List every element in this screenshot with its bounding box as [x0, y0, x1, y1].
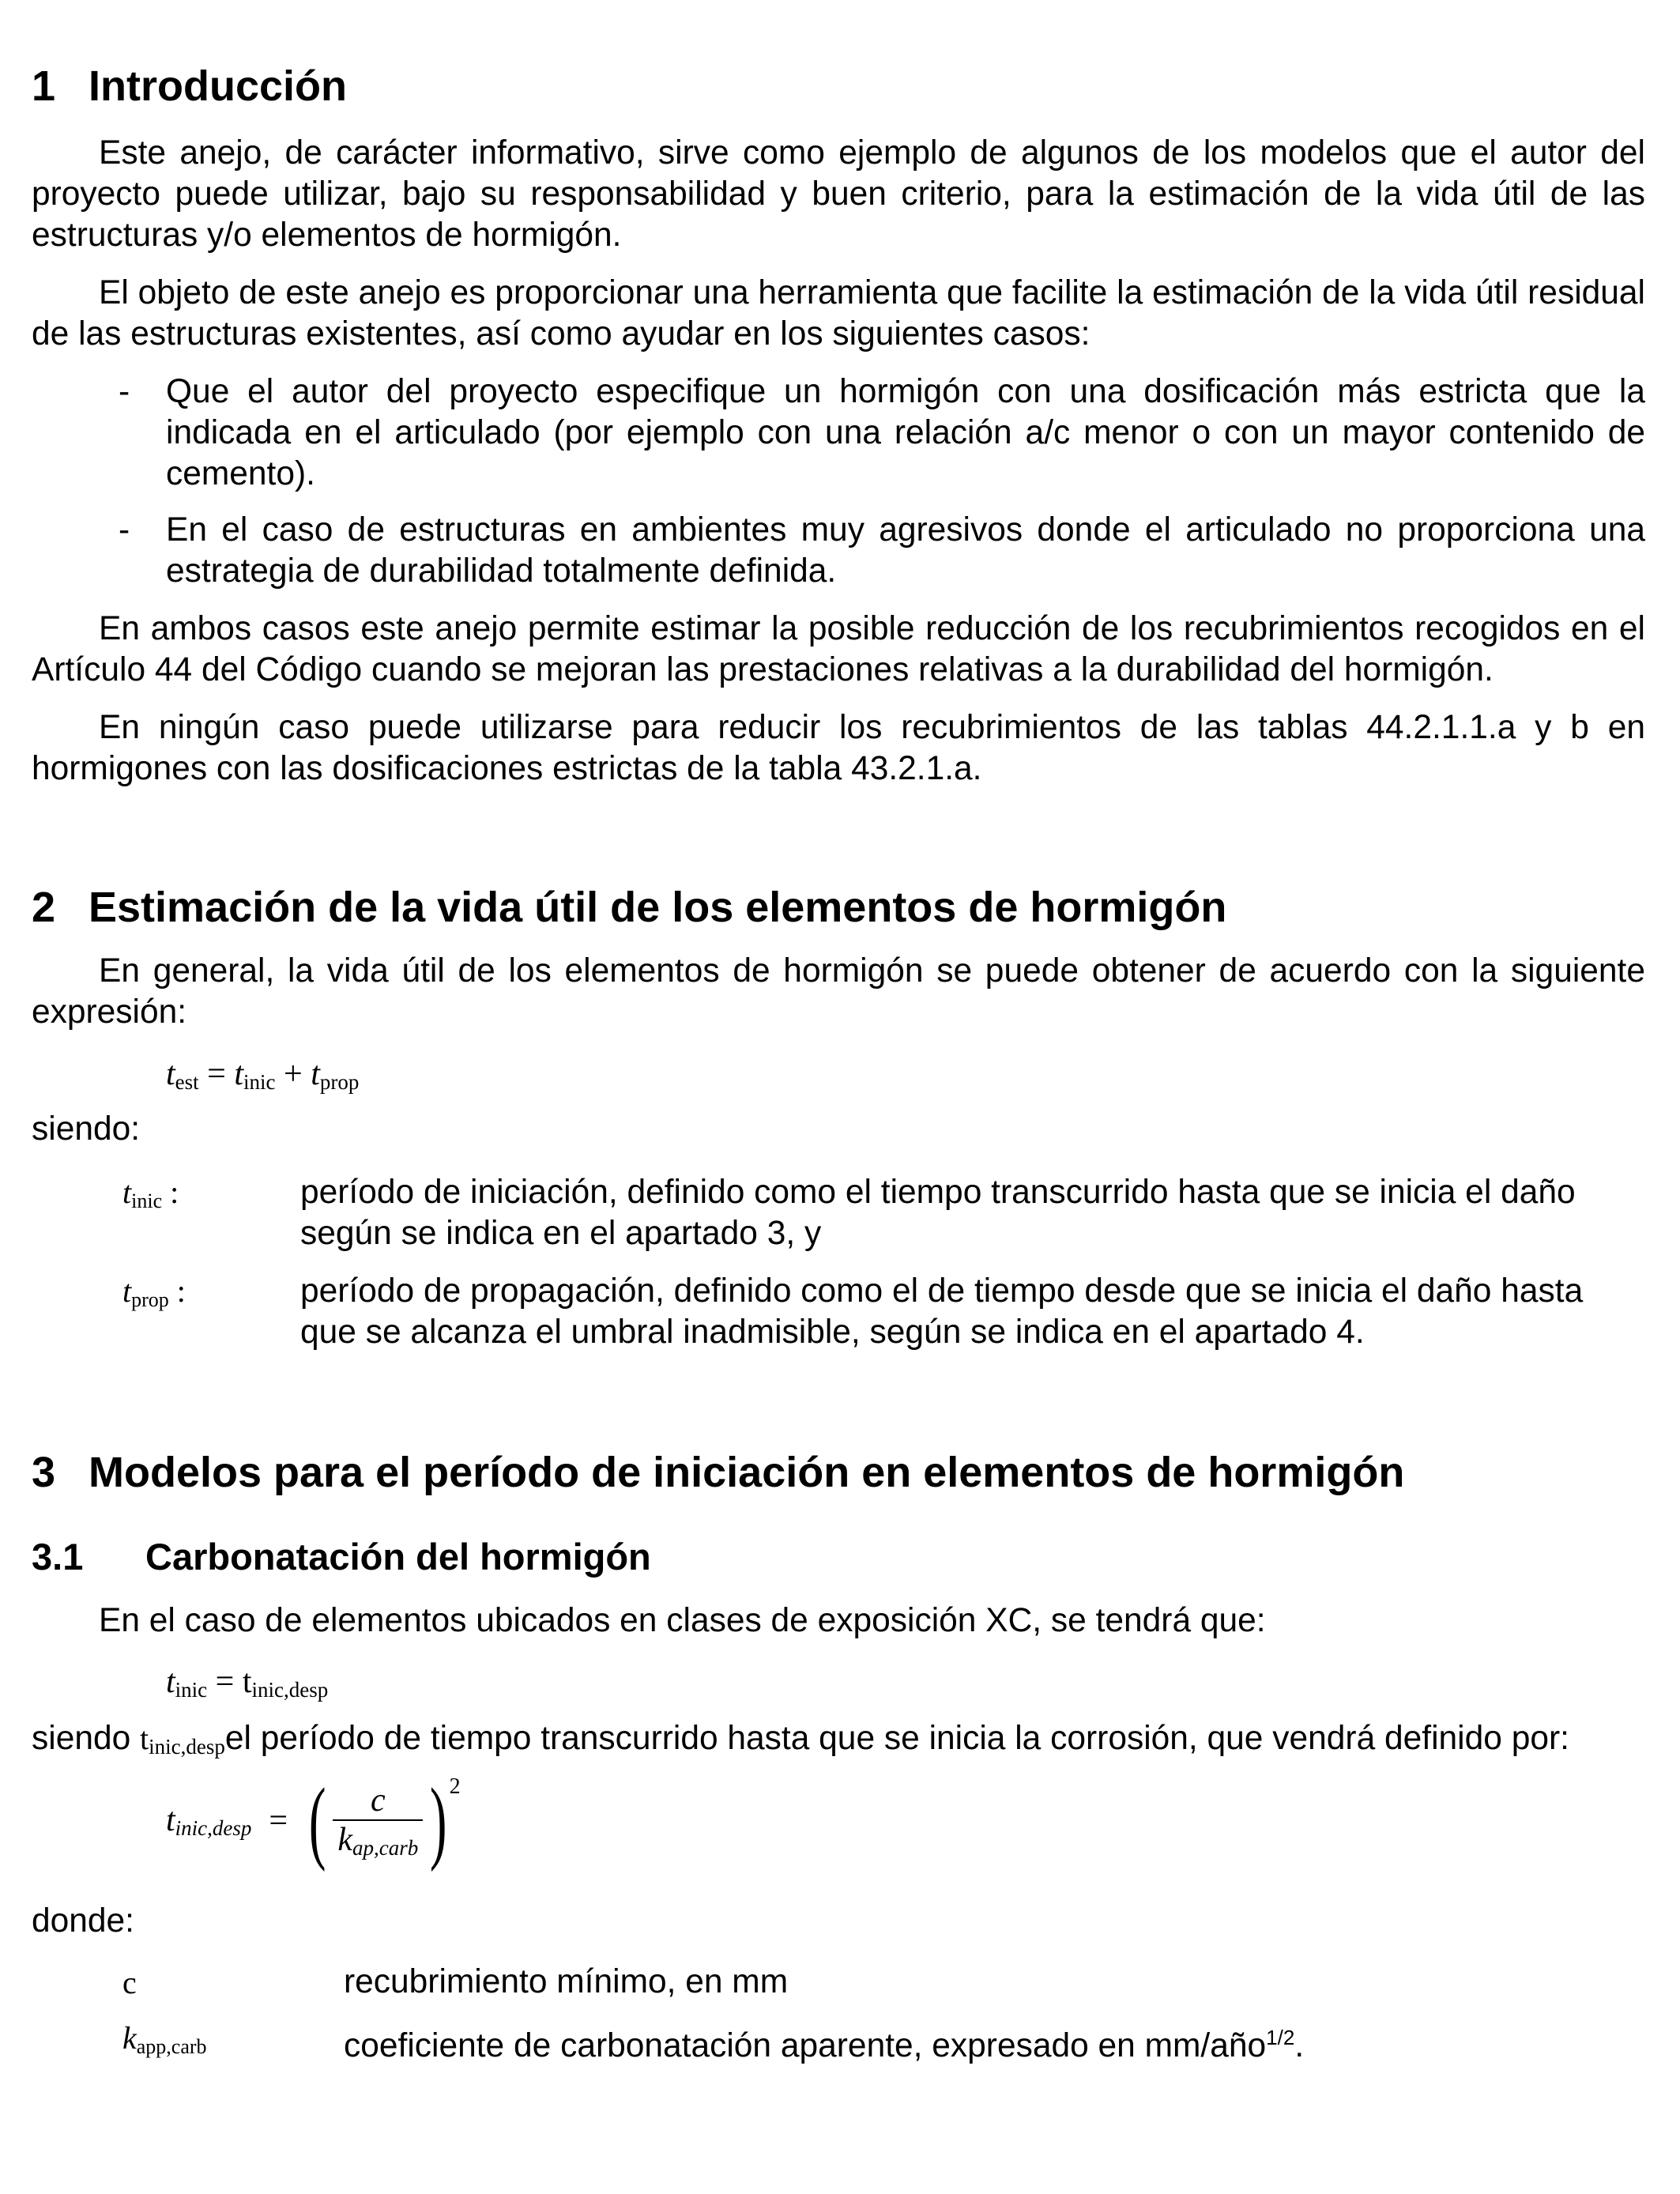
list-item — [32, 371, 1645, 495]
definition-text: recubrimiento mínimo, en mm — [344, 1963, 789, 2000]
paragraph: En general, la vida útil de los elementos de hormigón se puede obtener de acuerdo con la siguiente expresión: — [32, 952, 1645, 1031]
subsection-heading — [32, 1535, 651, 1578]
definition-symbol: $t_{prop}$ : — [122, 1273, 186, 1311]
paragraph: En ningún caso puede utilizarse para reducir los recubrimientos de las tablas 44.2.1.1.a y b en hormigones con las dosificaciones estrictas de la tabla 43.2.1.a. — [32, 709, 1645, 787]
section-title: Estimación de la vida útil de los elementos de hormigón — [89, 884, 1227, 931]
definition-symbol: $t_{inic}$ : — [122, 1174, 179, 1212]
siendo-label: siendo: — [32, 1110, 141, 1148]
section-title: Modelos para el período de iniciación en elementos de hormigón — [89, 1449, 1405, 1496]
section-number: 1 — [32, 62, 56, 110]
definition-symbol: $k_{app,carb}$ — [122, 2020, 207, 2058]
definition-symbol: c — [122, 1965, 137, 2000]
equation-service-life: $t_{est} = t_{inic} + t_{prop}$ — [166, 1056, 360, 1094]
paragraph: Este anejo, de carácter informativo, sirve como ejemplo de algunos de los modelos que el autor del proyecto puede utilizar, bajo su responsabilidad y buen criterio, para la estimación de la vida útil de las estructuras y/o elementos de hormigón. — [32, 134, 1645, 254]
bullet-dash: - — [119, 511, 130, 548]
list-item-text: Que el autor del proyecto especifique un hormigón con una dosificación más estricta que la indicada en el articulado (por ejemplo con una relación a/c menor o con un mayor contenido de cemento). — [166, 373, 1645, 492]
list-item — [32, 510, 1645, 592]
definition-text: coeficiente de carbonatación aparente, expresado en mm/año$^{1/2}$. — [344, 2026, 1305, 2065]
definition-text: período de iniciación, definido como el tiempo transcurrido hasta que se inicia el daño según se indica en el apartado 3, y — [300, 1174, 1576, 1252]
paragraph: siendo $t_{inic,desp}el$ período de tiempo transcurrido hasta que se inicia la corrosión, que vendrá definido por: — [32, 1720, 1569, 1759]
section-3-heading — [32, 1448, 1404, 1497]
donde-label: donde: — [32, 1902, 134, 1940]
equation-carbonation: $t_{inic,desp}$ = ( $\frac{c}{k_{ap,carb}}$ ) 2 — [166, 1769, 461, 1872]
paragraph: En ambos casos este anejo permite estimar la posible reducción de los recubrimientos recogidos en el Artículo 44 del Código cuando se mejoran las prestaciones relativas a la durabilidad del hormigón. — [32, 610, 1645, 688]
definition-text: período de propagación, definido como el de tiempo desde que se inicia el daño hasta que se alcanza el umbral inadmisible, según se indica en el apartado 4. — [300, 1272, 1584, 1351]
section-2-heading — [32, 883, 1226, 932]
fraction: $\frac{c}{k_{ap,carb}}$ — [333, 1781, 423, 1860]
section-1-heading — [32, 62, 347, 111]
subsection-title: Carbonatación del hormigón — [145, 1536, 651, 1578]
section-title: Introducción — [89, 62, 347, 110]
section-number: 2 — [32, 884, 56, 931]
equation-initiation: $t_{inic} = t_{inic,desp}$ — [166, 1664, 329, 1702]
bullet-dash: - — [119, 373, 130, 410]
paragraph: En el caso de elementos ubicados en clases de exposición XC, se tendrá que: — [99, 1602, 1266, 1639]
section-number: 3 — [32, 1449, 56, 1496]
subsection-number: 3.1 — [32, 1536, 84, 1578]
list-item-text: En el caso de estructuras en ambientes muy agresivos donde el articulado no proporciona una estrategia de durabilidad totalmente definida. — [166, 511, 1645, 590]
paragraph: El objeto de este anejo es proporcionar una herramienta que facilite la estimación de la vida útil residual de las estructuras existentes, así como ayudar en los siguientes casos: — [32, 274, 1645, 352]
